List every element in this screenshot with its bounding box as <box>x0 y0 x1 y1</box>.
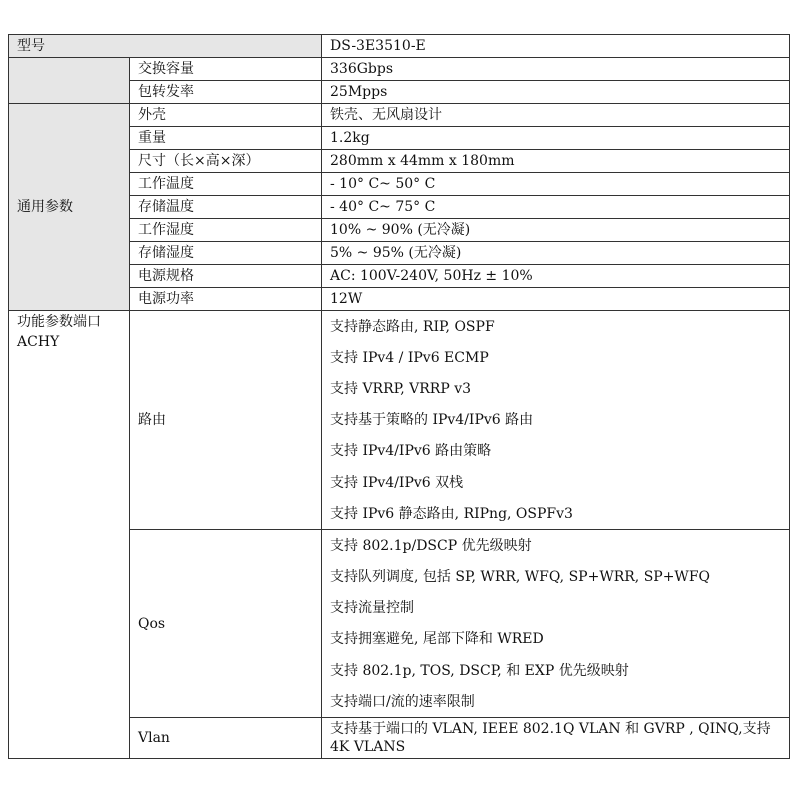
routing-name: 路由 <box>130 311 322 530</box>
feature-item: 支持静态路由, RIP, OSPF <box>330 318 495 335</box>
param-name: 工作温度 <box>130 173 322 196</box>
spec-sheet <box>8 34 789 759</box>
param-name: 尺寸（长×高×深） <box>130 150 322 173</box>
param-name: 重量 <box>130 127 322 150</box>
feature-item: 支持 802.1p, TOS, DSCP, 和 EXP 优先级映射 <box>330 662 629 679</box>
param-value: - 40° C~ 75° C <box>322 196 790 219</box>
param-name: 包转发率 <box>130 81 322 104</box>
functional-group-cell <box>9 311 130 759</box>
feature-item: 支持 IPv4 / IPv6 ECMP <box>330 349 489 366</box>
table-row <box>9 311 790 530</box>
param-value: AC: 100V-240V, 50Hz ± 10% <box>322 265 790 288</box>
param-name: 存储湿度 <box>130 242 322 265</box>
param-name: 交换容量 <box>130 58 322 81</box>
table-row <box>9 104 790 127</box>
model-label: 型号 <box>9 35 322 58</box>
feature-item: 支持队列调度, 包括 SP, WRR, WFQ, SP+WRR, SP+WFQ <box>330 569 711 586</box>
feature-item: 支持拥塞避免, 尾部下降和 WRED <box>330 631 544 648</box>
param-name: 电源规格 <box>130 265 322 288</box>
param-name: 工作湿度 <box>130 219 322 242</box>
qos-features <box>322 530 790 718</box>
feature-item: 支持 IPv6 静态路由, RIPng, OSPFv3 <box>330 505 573 522</box>
param-name: 电源功率 <box>130 288 322 311</box>
param-value: 10% ~ 90% (无冷凝) <box>322 219 790 242</box>
table-row <box>9 58 790 81</box>
functional-group-sublabel: ACHY <box>17 334 60 350</box>
param-value: 5% ~ 95% (无冷凝) <box>322 242 790 265</box>
feature-item: 支持 IPv4/IPv6 双栈 <box>330 474 464 491</box>
general-group-label: 通用参数 <box>9 104 130 311</box>
param-value: 280mm x 44mm x 180mm <box>322 150 790 173</box>
param-value: 12W <box>322 288 790 311</box>
param-value: 336Gbps <box>322 58 790 81</box>
param-name: 外壳 <box>130 104 322 127</box>
qos-name: Qos <box>130 530 322 718</box>
model-row <box>9 35 790 58</box>
feature-item: 支持流量控制 <box>330 600 414 617</box>
feature-item: 支持基于策略的 IPv4/IPv6 路由 <box>330 412 534 429</box>
param-name: 存储温度 <box>130 196 322 219</box>
feature-item: 支持 VRRP, VRRP v3 <box>330 380 472 397</box>
vlan-value: 支持基于端口的 VLAN, IEEE 802.1Q VLAN 和 GVRP , QINQ,支持 4K VLANS <box>322 718 790 759</box>
performance-group-cell <box>9 58 130 104</box>
functional-group-label: 功能参数端口 <box>17 314 101 330</box>
param-value: - 10° C~ 50° C <box>322 173 790 196</box>
param-value: 25Mpps <box>322 81 790 104</box>
feature-item: 支持 IPv4/IPv6 路由策略 <box>330 443 492 460</box>
feature-item: 支持 802.1p/DSCP 优先级映射 <box>330 537 532 554</box>
vlan-name: Vlan <box>130 718 322 759</box>
model-value: DS-3E3510-E <box>322 35 790 58</box>
feature-item: 支持端口/流的速率限制 <box>330 693 475 710</box>
routing-features <box>322 311 790 530</box>
param-value: 铁壳、无风扇设计 <box>322 104 790 127</box>
param-value: 1.2kg <box>322 127 790 150</box>
spec-table <box>8 34 790 759</box>
